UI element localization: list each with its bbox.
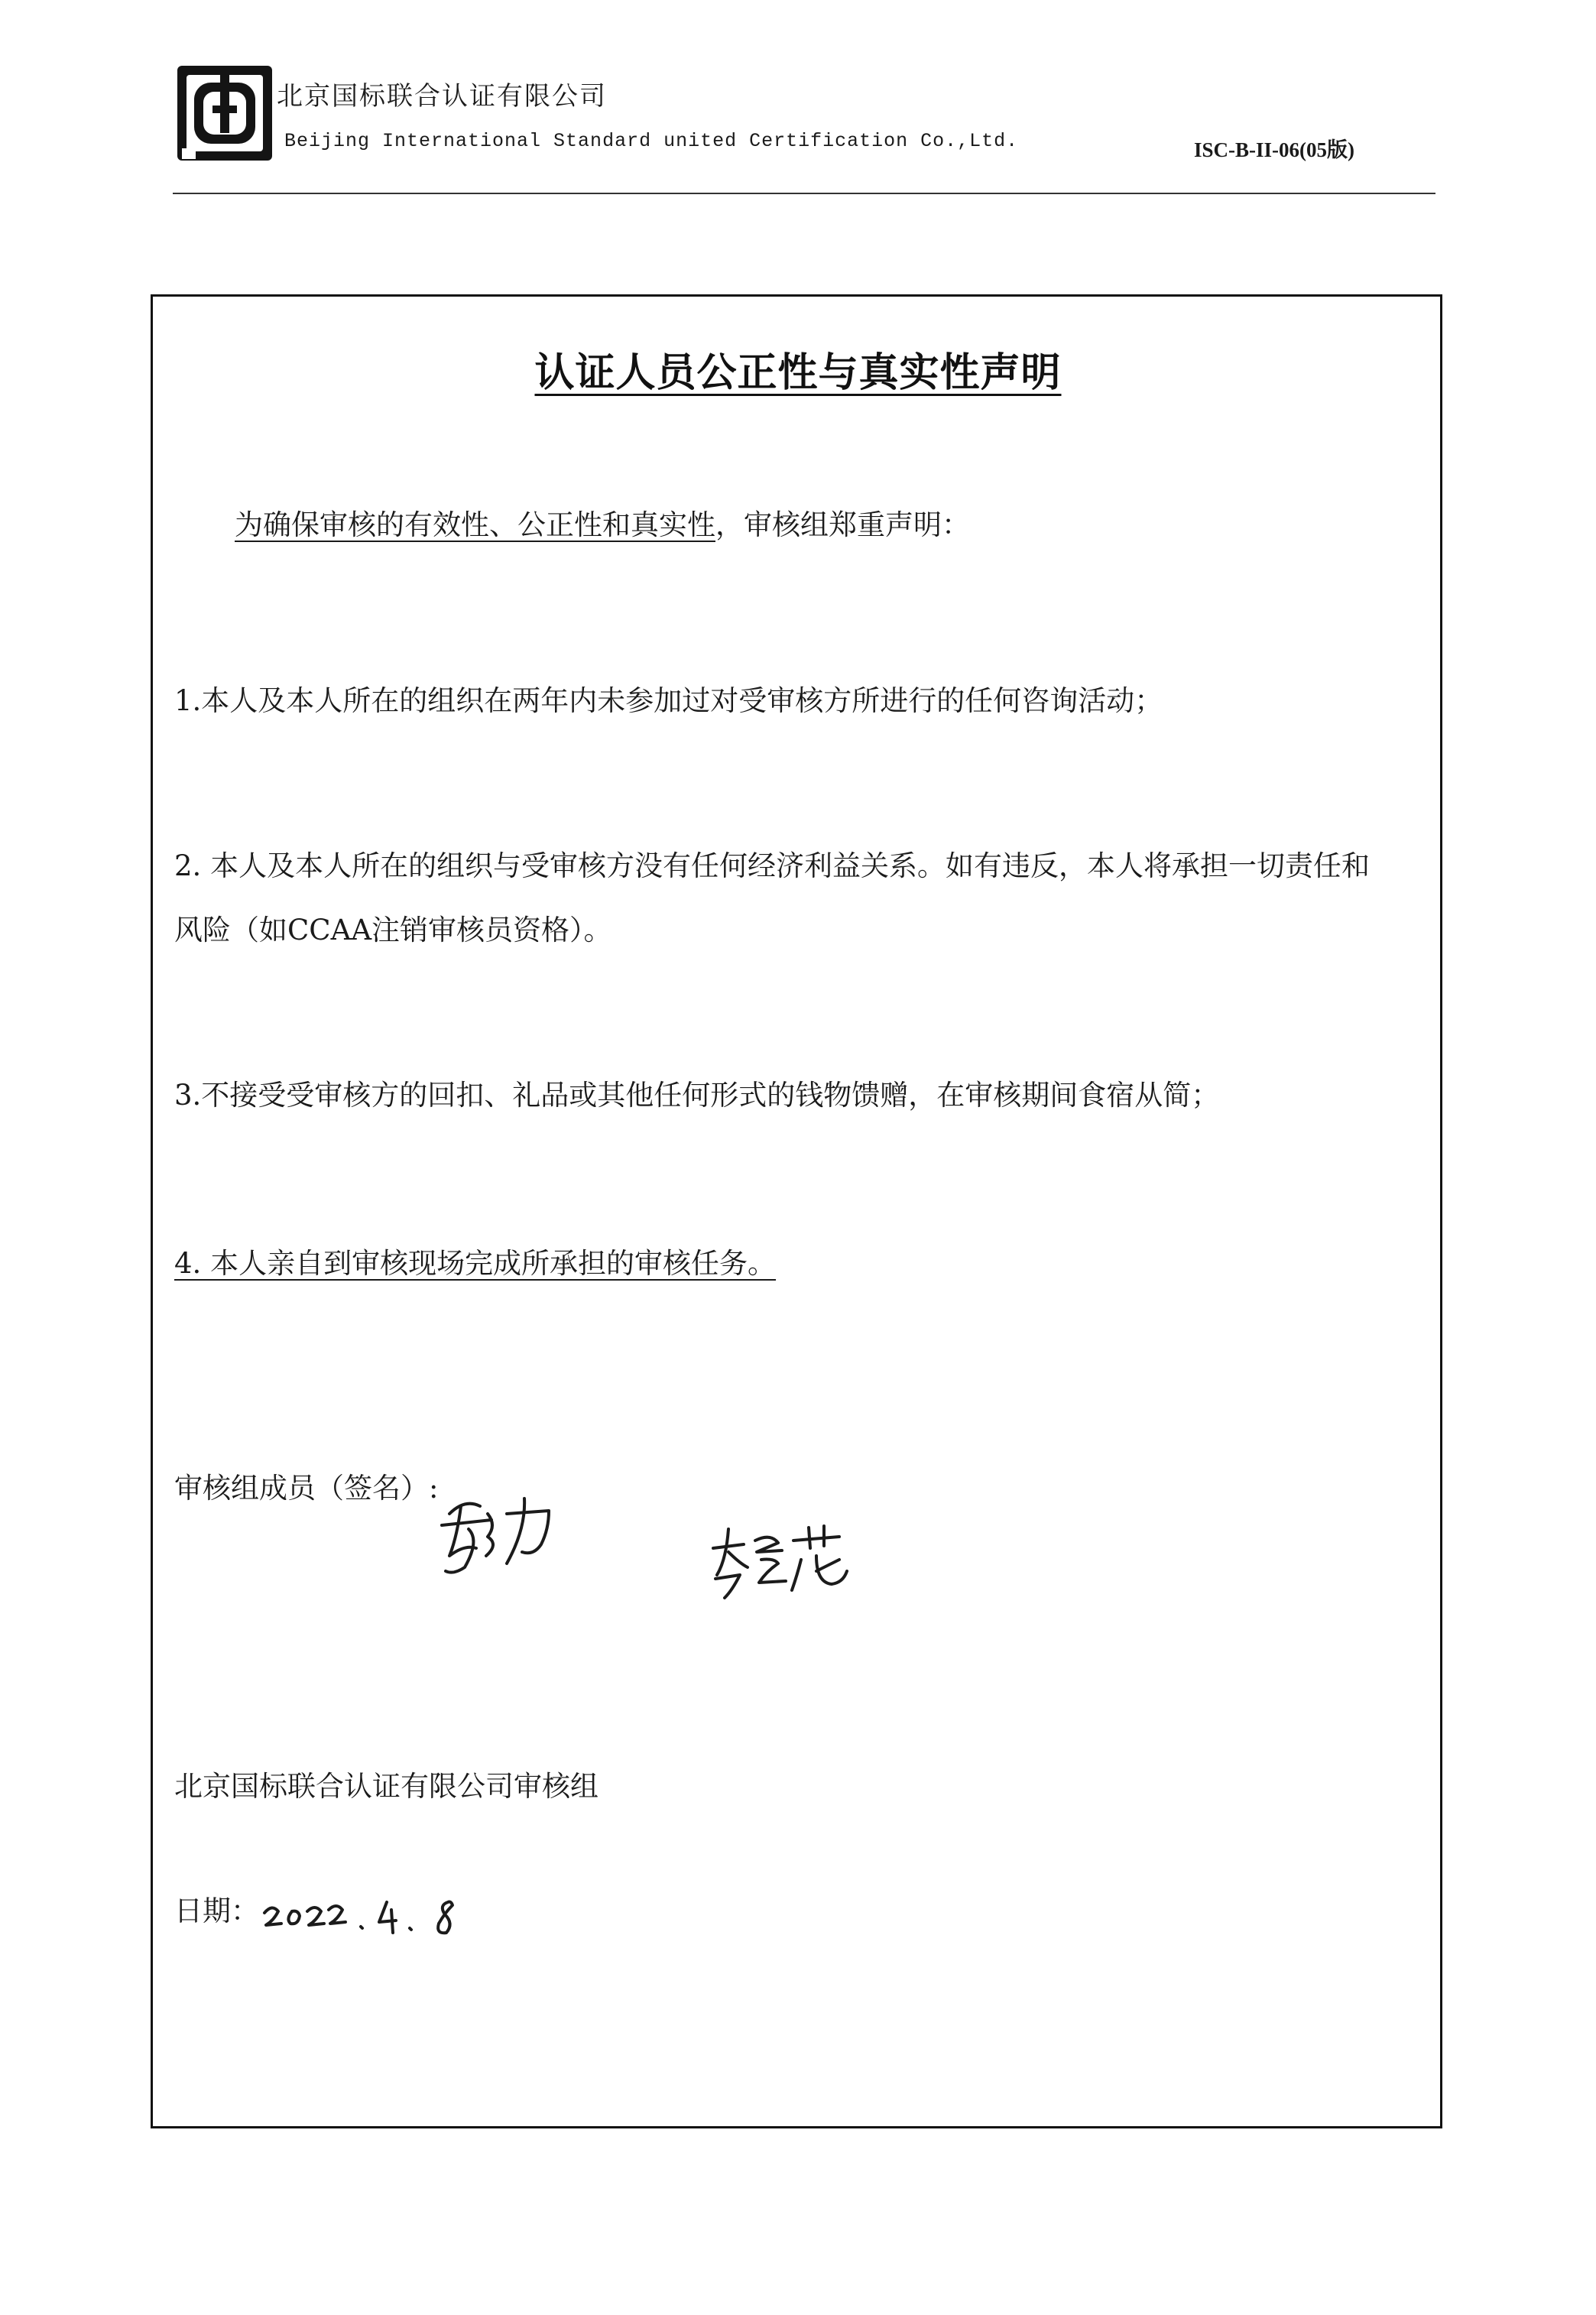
intro-rest: ，审核组郑重声明：	[715, 508, 970, 541]
document-code: ISC-B-II-06(05版)	[1194, 138, 1355, 161]
signature-2	[702, 1521, 855, 1606]
item-4-text: 4. 本人亲自到审核现场完成所承担的审核任务。	[174, 1247, 777, 1280]
company-name-cn: 北京国标联合认证有限公司	[277, 81, 607, 112]
declaration-intro	[235, 491, 970, 560]
declaration-item-3: 3.不接受受审核方的回扣、礼品或其他任何形式的钱物馈赠，在审核期间食宿从简；	[174, 1079, 1220, 1112]
organization-line: 北京国标联合认证有限公司审核组	[174, 1770, 598, 1803]
company-name-en: Beijing International Standard united Certification Co.,Ltd.	[284, 130, 1019, 152]
signature-1	[434, 1483, 556, 1590]
date-label: 日期：	[174, 1895, 259, 1927]
handwritten-date	[258, 1888, 488, 1950]
bisc-logo-icon	[174, 63, 275, 164]
declaration-item-4	[174, 1229, 776, 1298]
members-signature-label: 审核组成员（签名）:	[174, 1472, 439, 1505]
declaration-item-2-line-1: 2. 本人及本人所在的组织与受审核方没有任何经济利益关系。如有违反，本人将承担一切责任和	[174, 849, 1371, 882]
header-divider	[173, 193, 1435, 194]
intro-underlined: 为确保审核的有效性、公正性和真实性	[235, 508, 715, 541]
declaration-frame	[151, 294, 1442, 2128]
declaration-item-2-line-2: 风险（如CCAA注销审核员资格）。	[174, 914, 612, 946]
declaration-title-text: 认证人员公正性与真实性声明	[534, 350, 1062, 396]
declaration-item-1: 1.本人及本人所在的组织在两年内未参加过对受审核方所进行的任何咨询活动；	[174, 684, 1163, 717]
declaration-title	[0, 340, 1596, 398]
